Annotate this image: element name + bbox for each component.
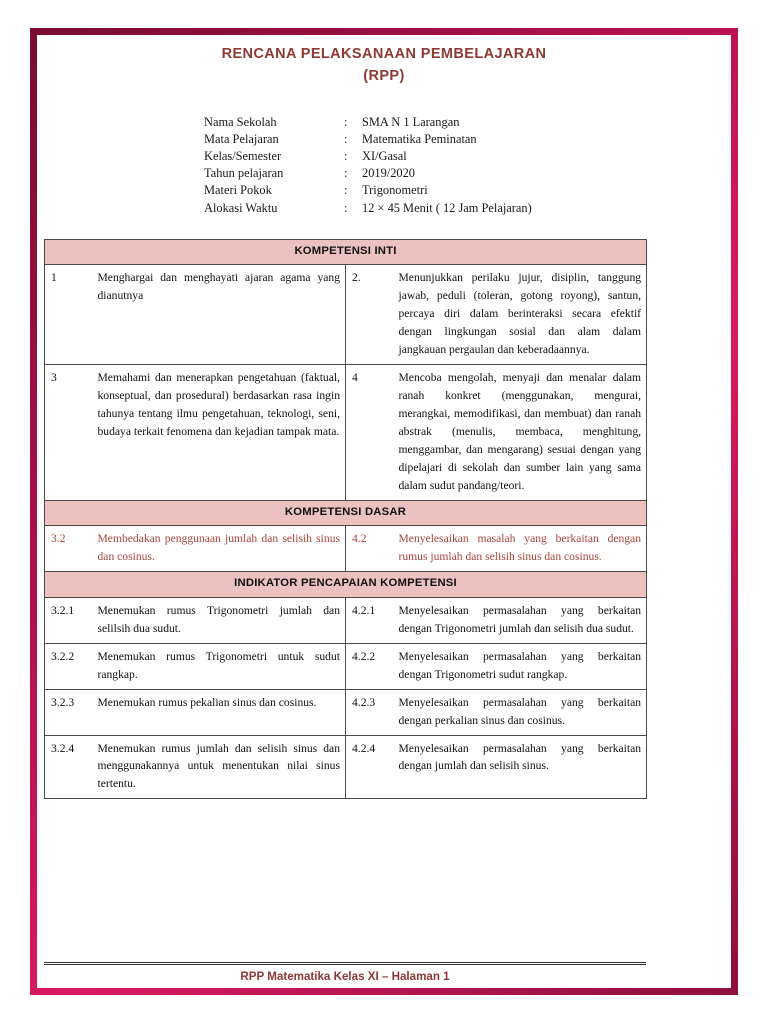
identity-value: Matematika Peminatan [362, 131, 477, 146]
indikator-left-number: 3.2.1 [45, 597, 89, 643]
identity-label: Kelas/Semester [204, 148, 282, 163]
ki-left-number: 3 [45, 364, 89, 500]
table-row [45, 689, 647, 735]
identity-colon: : [344, 200, 348, 215]
identity-row [204, 131, 532, 148]
page-content [44, 44, 724, 979]
section-header-indikator [45, 572, 647, 598]
table-row [45, 643, 647, 689]
identity-row [204, 165, 532, 182]
section-header-label: KOMPETENSI DASAR [45, 500, 647, 526]
identity-label: Alokasi Waktu [204, 200, 278, 215]
identity-label: Mata Pelajaran [204, 131, 279, 146]
identity-label: Nama Sekolah [204, 114, 277, 129]
indikator-right-number: 4.2.2 [346, 643, 390, 689]
kd-right-number: 4.2 [346, 526, 390, 572]
indikator-left-number: 3.2.4 [45, 735, 89, 799]
indikator-left-text: Menemukan rumus Trigonometri jumlah dan selilsih dua sudut. [89, 597, 346, 643]
kd-right-text: Menyelesaikan masalah yang berkaitan dengan rumus jumlah dan selisih sinus dan cosinus. [390, 526, 647, 572]
section-header-label: KOMPETENSI INTI [45, 239, 647, 265]
table-row [45, 265, 647, 365]
identity-row [204, 199, 532, 216]
competency-table [44, 239, 647, 800]
identity-colon: : [344, 131, 348, 146]
table-row [45, 597, 647, 643]
indikator-left-text: Menemukan rumus Trigonometri untuk sudut rangkap. [89, 643, 346, 689]
ki-right-number: 2. [346, 265, 390, 365]
identity-value: SMA N 1 Larangan [362, 114, 460, 129]
identity-colon: : [344, 114, 348, 129]
indikator-left-number: 3.2.3 [45, 689, 89, 735]
identity-value: 2019/2020 [362, 166, 416, 181]
indikator-right-text: Menyelesaikan permasalahan yang berkaitan dengan Trigonometri sudut rangkap. [390, 643, 647, 689]
identity-label: Materi Pokok [204, 183, 272, 198]
indikator-left-text: Menemukan rumus jumlah dan selisih sinus dan menggunakannya untuk menentukan nilai sinus tertentu. [89, 735, 346, 799]
ki-right-text: Mencoba mengolah, menyaji dan menalar dalam ranah konkret (menggunakan, mengurai, merangkai, memodifikasi, dan membuat) dan ranah abstrak (menulis, membaca, menghitung, menggambar, dan mengarang) sesuai dengan yang dipelajari di sekolah dan sumber lain yang sama dalam sudut pandang/teori. [390, 364, 647, 500]
ki-left-number: 1 [45, 265, 89, 365]
identity-row [204, 148, 532, 165]
indikator-right-number: 4.2.3 [346, 689, 390, 735]
identity-colon: : [344, 183, 348, 198]
section-header-kompetensi-dasar [45, 500, 647, 526]
ki-left-text: Menghargai dan menghayati ajaran agama yang dianutnya [89, 265, 346, 365]
ki-left-text: Memahami dan menerapkan pengetahuan (faktual, konseptual, dan prosedural) berdasarkan rasa ingin tahunya tentang ilmu pengetahuan, teknologi, seni, budaya terkait fenomena dan kejadian tampak mata. [89, 364, 346, 500]
indikator-right-number: 4.2.1 [346, 597, 390, 643]
identity-value: XI/Gasal [362, 148, 407, 163]
ki-right-number: 4 [346, 364, 390, 500]
identity-colon: : [344, 166, 348, 181]
ki-right-text: Menunjukkan perilaku jujur, disiplin, tanggung jawab, peduli (toleran, gotong royong), santun, percaya diri dalam berinteraksi secara efektif dengan lingkungan sosial dan alam dalam jangkauan pergaulan dan keberadaannya. [390, 265, 647, 365]
page-footer [44, 962, 646, 983]
table-row [45, 735, 647, 799]
identity-block [204, 114, 532, 217]
indikator-right-number: 4.2.4 [346, 735, 390, 799]
section-header-kompetensi-inti [45, 239, 647, 265]
identity-row [204, 114, 532, 131]
page-title-line2: (RPP) [363, 67, 405, 84]
kd-left-text: Membedakan penggunaan jumlah dan selisih sinus dan cosinus. [89, 526, 346, 572]
identity-label: Tahun pelajaran [204, 166, 284, 181]
indikator-right-text: Menyelesaikan permasalahan yang berkaitan dengan jumlah dan selisih sinus. [390, 735, 647, 799]
page-title [44, 44, 724, 88]
page-title-line1: RENCANA PELAKSANAAN PEMBELAJARAN [221, 46, 547, 62]
kd-left-number: 3.2 [45, 526, 89, 572]
footer-text: RPP Matematika Kelas XI – Halaman 1 [240, 969, 450, 983]
identity-value: 12 × 45 Menit ( 12 Jam Pelajaran) [362, 200, 532, 215]
identity-value: Trigonometri [362, 183, 428, 198]
identity-row [204, 182, 532, 199]
section-header-label: INDIKATOR PENCAPAIAN KOMPETENSI [45, 572, 647, 598]
indikator-left-number: 3.2.2 [45, 643, 89, 689]
table-row [45, 526, 647, 572]
identity-colon: : [344, 148, 348, 163]
indikator-left-text: Menemukan rumus pekalian sinus dan cosinus. [89, 689, 346, 735]
indikator-right-text: Menyelesaikan permasalahan yang berkaitan dengan Trigonometri jumlah dan selisih dua sudut. [390, 597, 647, 643]
table-row [45, 364, 647, 500]
indikator-right-text: Menyelesaikan permasalahan yang berkaitan dengan perkalian sinus dan cosinus. [390, 689, 647, 735]
